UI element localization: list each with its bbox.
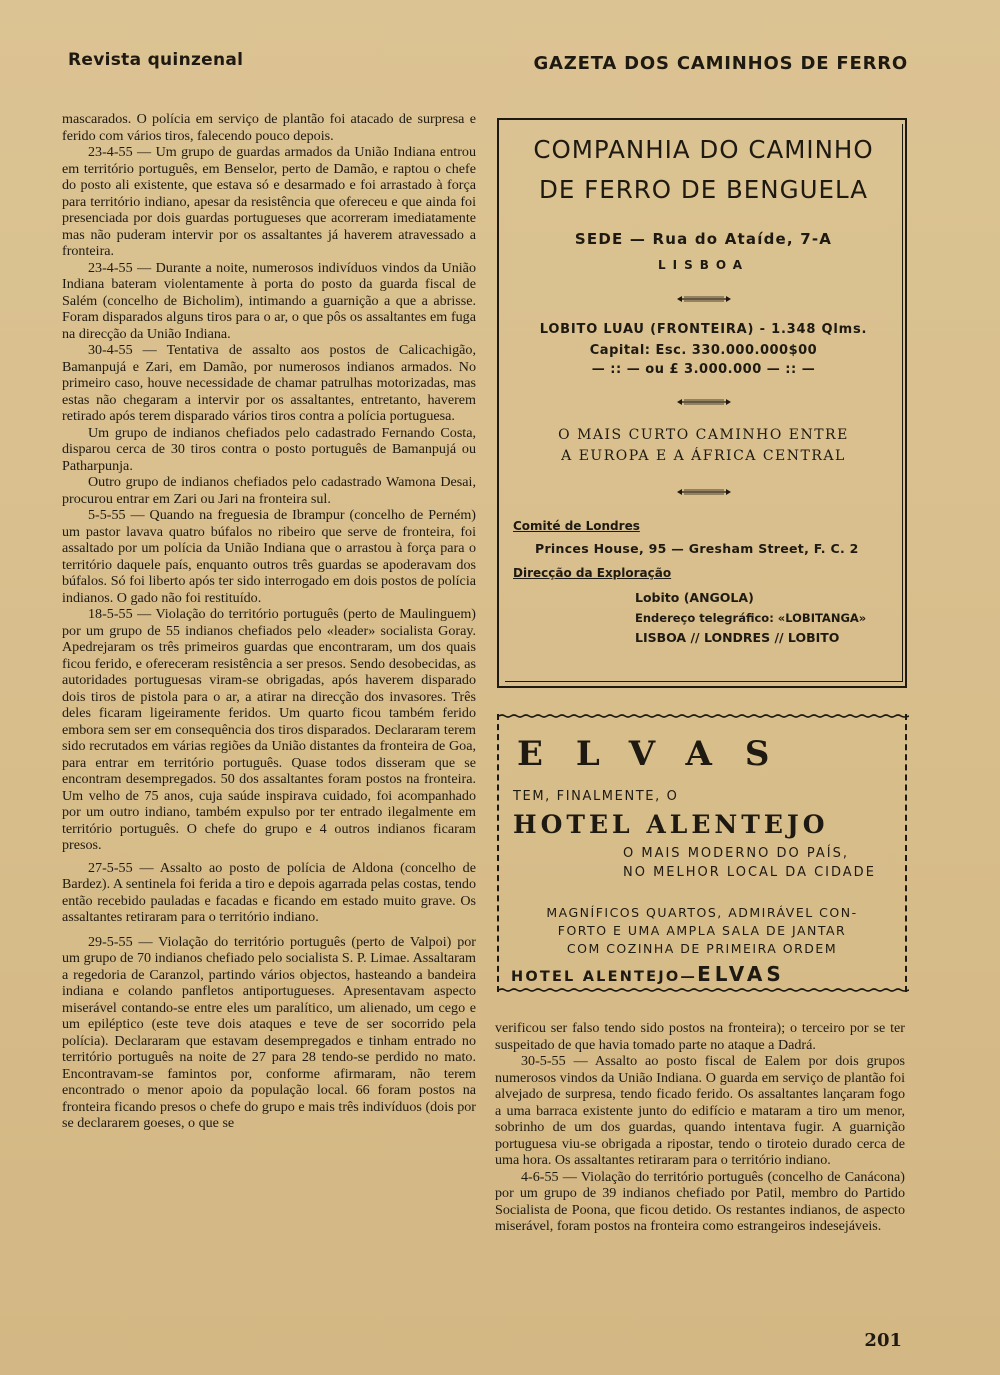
right-column-text — [495, 1020, 905, 1235]
paragraph: 23-4-55 — Durante a noite, numerosos indivíduos vindos da União Indiana bateram violentamente à porta do posto da guarda fiscal de Salém (concelho de Bicholim), intimando a guarnição a que a abrisse. Foram disparados alguns tiros para o ar, o que pôs os assaltantes em fuga na direcção da União Indiana. — [62, 259, 476, 342]
hotel-alentejo-advert — [497, 714, 907, 992]
advert-title-line: DE FERRO DE BENGUELA — [539, 175, 868, 204]
advert-hotel-name: HOTEL ALENTEJO — [513, 810, 829, 839]
paragraph: 23-4-55 — Um grupo de guardas armados da União Indiana entrou em território português, em Benselor, perto de Damão, e raptou o chefe do posto ali existente, que estava só e desarmado e foi arrastado à força para território indiano, apesar da resistência que ofereceu e que ainda foi presenciada por dois guardas portugueses que acorreram imediatamente mas não puderam intervir por os assaltantes já haverem atravessado a fronteira. — [62, 144, 476, 259]
paragraph: 5-5-55 — Quando na freguesia de Ibrampur (concelho de Perném) um pastor lavava quatro búfalos no ribeiro que serve de fronteira, foi assaltado por um polícia da União Indiana que o arrastou à força para o território daquele país, enquanto outros três guardas se apoderavam dos búfalos. Só foi liberto após ter sido interrogado em dois postos de polícia indianos. O gado não foi restituído. — [62, 507, 476, 606]
benguela-railway-advert — [497, 118, 907, 688]
advert-inner-frame — [505, 124, 903, 682]
advert-slogan-line: O MAIS CURTO CAMINHO ENTRE — [558, 427, 849, 443]
advert-title-line: COMPANHIA DO CAMINHO — [533, 135, 874, 164]
advert-title — [505, 130, 902, 210]
advert-cities: LISBOA // LONDRES // LOBITO — [635, 630, 840, 645]
advert-slogan-line: A EUROPA E A ÁFRICA CENTRAL — [561, 448, 846, 464]
advert-moderno-line: NO MELHOR LOCAL DA CIDADE — [623, 865, 876, 880]
wavy-border-icon — [499, 714, 909, 718]
paragraph: verificou ser falso tendo sido postos na fronteira); o terceiro por se ter suspeitado de que havia tomado parte no ataque a Dadrá. — [495, 1020, 905, 1053]
advert-telegraph: Endereço telegráfico: «LOBITANGA» — [635, 611, 867, 625]
paragraph: 4-6-55 — Violação do território português (concelho de Canácona) por um grupo de 39 indianos chefiado por Patil, membro do Partido Socialista de Poona, que ficou detido. Os restantes indianos, de aspecto miserável, foram postos na fronteira como estrangeiros indesejáveis. — [495, 1168, 905, 1234]
advert-footer — [511, 962, 785, 986]
advert-footer-elvas: ELVAS — [697, 962, 785, 986]
advert-footer-hotel: HOTEL ALENTEJO— — [511, 969, 698, 985]
left-column — [62, 111, 476, 1132]
advert-sede: SEDE — Rua do Ataíde, 7-A — [574, 230, 833, 248]
ornament-icon — [676, 294, 732, 304]
header-right: GAZETA DOS CAMINHOS DE FERRO — [533, 53, 908, 74]
advert-quartos-line: FORTO E UMA AMPLA SALA DE JANTAR — [557, 923, 847, 938]
ornament-icon — [676, 487, 732, 497]
paragraph: 27-5-55 — Assalto ao posto de polícia de Aldona (concelho de Bardez). A sentinela foi ferida a tiro e depois agarrada pelas costas, tendo então recebido pauladas e facadas e ficando em estado muito grave. Os assaltantes retiraram para o território indiano. — [62, 859, 476, 925]
advert-moderno — [623, 844, 876, 882]
advert-comite-label: Comité de Londres — [513, 519, 640, 533]
paragraph: 18-5-55 — Violação do território português (perto de Maulinguem) por um grupo de 55 indianos chefiados pelo «leader» socialista Goray. Apedrejaram os três primeiros guardas que encontraram, um dos quais ficou ferido, e ofereceram resistência a ser presos. Sendo desobecidas, as autoridades portuguesas viram-se obrigadas, após haverem disparado dois tiros de pistola para o ar, a atirar na direcção dos invasores. Três deles ficaram ligeiramente feridos. Um quarto ficou também ferido embora sem ser em consequência dos tiros disparados. Declararam terem sido recrutados em várias regiões da União distantes da fronteira de Goa, para entrar em território português. Quase todos disseram que se encontram desempregados. 50 dos assaltantes foram postos na fronteira. Um velho de 75 anos, cuja saúde inspirava cuidado, foi acompanhado por um outro indiano, também expulso por ter entrado ilegalmente em território português. O chefe do grupo e 4 outros indianos ficaram presos. — [62, 606, 476, 853]
paragraph: Um grupo de indianos chefiados pelo cadastrado Fernando Costa, disparou cerca de 30 tiros contra o posto português de Bamanpujá ou Patharpunja. — [62, 424, 476, 474]
advert-moderno-line: O MAIS MODERNO DO PAÍS, — [623, 846, 849, 861]
advert-elvas-title: ELVAS — [517, 734, 803, 774]
page-number: 201 — [864, 1330, 902, 1351]
advert-quartos — [509, 904, 895, 958]
advert-capital: Capital: Esc. 330.000.000$00 — [589, 343, 818, 358]
paragraph: mascarados. O polícia em serviço de plantão foi atacado de surpresa e ferido com vários tiros, falecendo pouco depois. — [62, 111, 476, 144]
advert-comite-address: Princes House, 95 — Gresham Street, F. C. 2 — [535, 541, 859, 556]
advert-route: LOBITO LUAU (FRONTEIRA) - 1.348 Qlms. — [539, 322, 868, 337]
paragraph: 30-4-55 — Tentativa de assalto aos postos de Calicachigão, Bamanpujá e Zari, em Damão, por numerosos indianos armados. No primeiro caso, houve necessidade de chamar patrulhas motorizadas, mas estas não chegaram a intervir por os assaltantes, entretanto, haverem retirado após terem disparado vários tiros contra a polícia portuguesa. — [62, 342, 476, 424]
advert-slogan — [505, 425, 902, 467]
wavy-border-icon — [499, 988, 909, 992]
header-left: Revista quinzenal — [68, 50, 244, 70]
advert-direccao-block — [635, 588, 902, 648]
paragraph: 29-5-55 — Violação do território português (perto de Valpoi) por um grupo de 70 indianos chefiado pelo socialista S. P. Limae. Assaltaram a regedoria de Caranzol, partindo vários objectos, hasteando a bandeira indiana e colando panfletos antiportugueses. Apresentavam aspecto miserável contando-se entre eles um paralítico, um alienado, um cego e um epiléptico (este teve dois ataques e teve de ser socorrido pela polícia). Declararam que estavam desempregados e tinham entrado no território português na noite de 27 para 28 tendo-se perdido no mato. Encontravam-se famintos por, conforme afirmaram, não terem encontrado o menor apoio da população local. 66 foram postos na fronteira ficando presos o chefe do grupo e mais três indivíduos (dois por se declararem goeses, o que se — [62, 933, 476, 1131]
advert-direccao-place: Lobito (ANGOLA) — [635, 590, 754, 605]
ornament-icon — [676, 397, 732, 407]
advert-pounds: — :: — ou £ 3.000.000 — :: — — [591, 362, 816, 377]
paragraph: Outro grupo de indianos chefiados pelo cadastrado Wamona Desai, procurou entrar em Zari ou Jari na fronteira sul. — [62, 474, 476, 507]
paragraph: 30-5-55 — Assalto ao posto fiscal de Ealem por dois grupos numerosos vindos da União Indiana. O guarda em serviço de plantão foi alvejado de surpresa, tendo ficado ferido. Os assaltantes lançaram fogo a uma barraca existente junto do edifício e mataram a tiro um menor, sobrinho de um dos guardas, quando intentava fugir. A guarnição portuguesa viu-se obrigada a ripostar, tendo o tiroteio durado cerca de uma hora. Os assaltantes retiraram para o território indiano. — [495, 1053, 905, 1168]
advert-city: LISBOA — [657, 258, 750, 272]
advert-tem: TEM, FINALMENTE, O — [513, 789, 679, 804]
advert-direccao-label: Direcção da Exploração — [513, 566, 672, 580]
advert-quartos-line: COM COZINHA DE PRIMEIRA ORDEM — [566, 941, 838, 956]
advert-quartos-line: MAGNÍFICOS QUARTOS, ADMIRÁVEL CON- — [546, 905, 858, 920]
